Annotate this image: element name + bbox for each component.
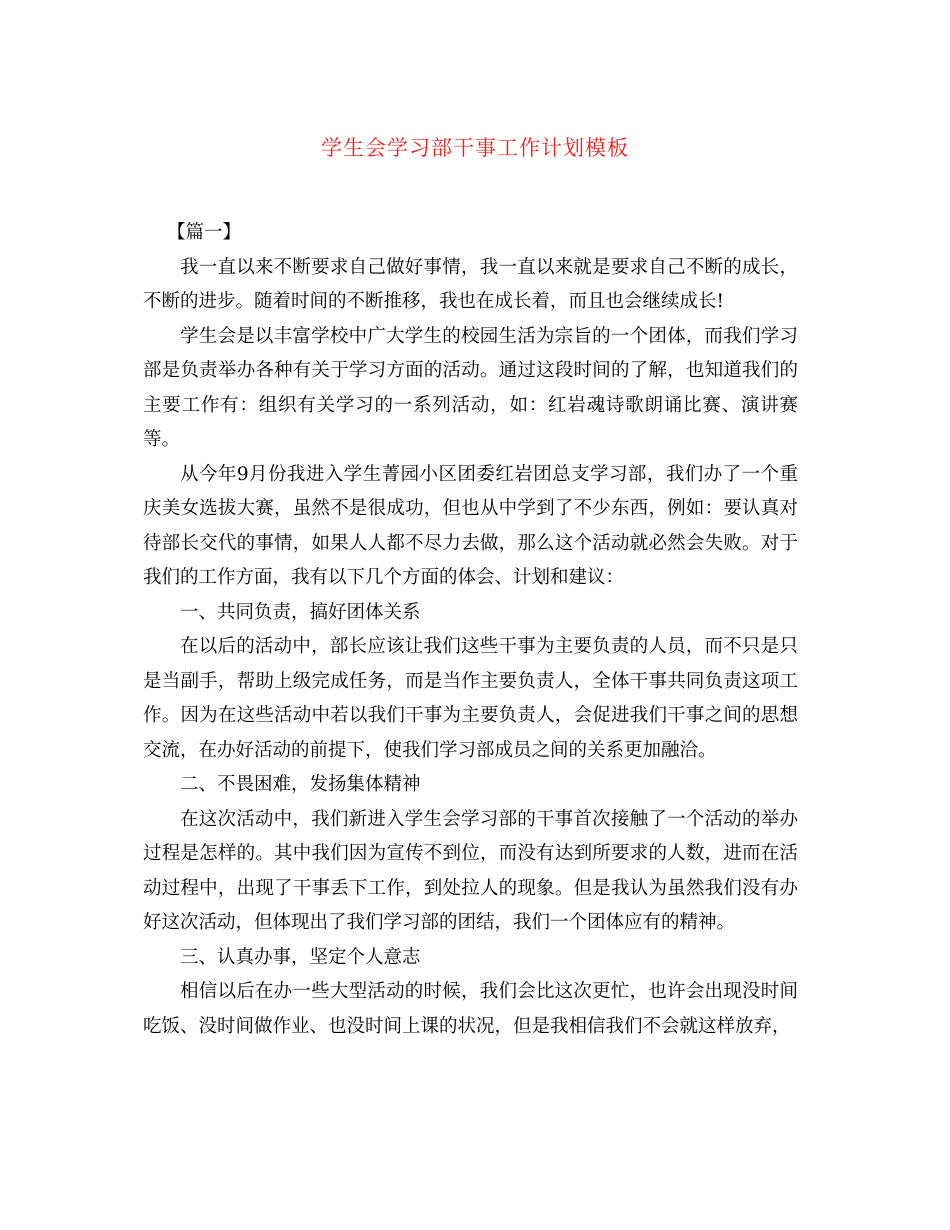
paragraph-experience: 从今年9月份我进入学生菁园小区团委红岩团总支学习部，我们办了一个重庆美女选拔大赛，虽然不是很成功，但也从中学到了不少东西，例如：要认真对待部长交代的事情，如果人人都不尽力去做，那么这个活动就必然会失败。对于我们的工作方面，我有以下几个方面的体会、计划和建议： [143, 463, 798, 588]
document-title: 学生会学习部干事工作计划模板 [321, 136, 629, 160]
heading-point-three: 三、认真办事，坚定个人意志 [180, 946, 421, 968]
heading-point-one: 一、共同负责，搞好团体关系 [180, 601, 421, 623]
paragraph-point-one: 在以后的活动中，部长应该让我们这些干事为主要负责的人员，而不只是只是当副手，帮助上级完成任务，而是当作主要负责人，全体干事共同负责这项工作。因为在这些活动中若以我们干事为主要负责人，会促进我们干事之间的思想交流，在办好活动的前提下，使我们学习部成员之间的关系更加融洽。 [143, 636, 798, 761]
document-body [143, 216, 798, 1044]
paragraph-point-three: 相信以后在办一些大型活动的时候，我们会比这次更忙，也许会出现没时间吃饭、没时间做作业、也没时间上课的状况，但是我相信我们不会就这样放弃， [143, 981, 798, 1037]
section-marker: 【篇一】 [167, 222, 242, 243]
heading-point-two: 二、不畏困难，发扬集体精神 [180, 774, 421, 795]
paragraph-student-union: 学生会是以丰富学校中广大学生的校园生活为宗旨的一个团体，而我们学习部是负责举办各种有关于学习方面的活动。通过这段时间的了解，也知道我们的主要工作有：组织有关学习的一系列活动，如：红岩魂诗歌朗诵比赛、演讲赛等。 [143, 325, 798, 450]
paragraph-intro: 我一直以来不断要求自己做好事情，我一直以来就是要求自己不断的成长，不断的进步。随着时间的不断推移，我也在成长着，而且也会继续成长! [143, 256, 798, 312]
paragraph-point-two: 在这次活动中，我们新进入学生会学习部的干事首次接触了一个活动的举办过程是怎样的。其中我们因为宣传不到位，而没有达到所要求的人数，进而在活动过程中，出现了干事丢下工作，到处拉人的现象。但是我认为虽然我们没有办好这次活动，但体现出了我们学习部的团结，我们一个团体应有的精神。 [143, 808, 798, 933]
